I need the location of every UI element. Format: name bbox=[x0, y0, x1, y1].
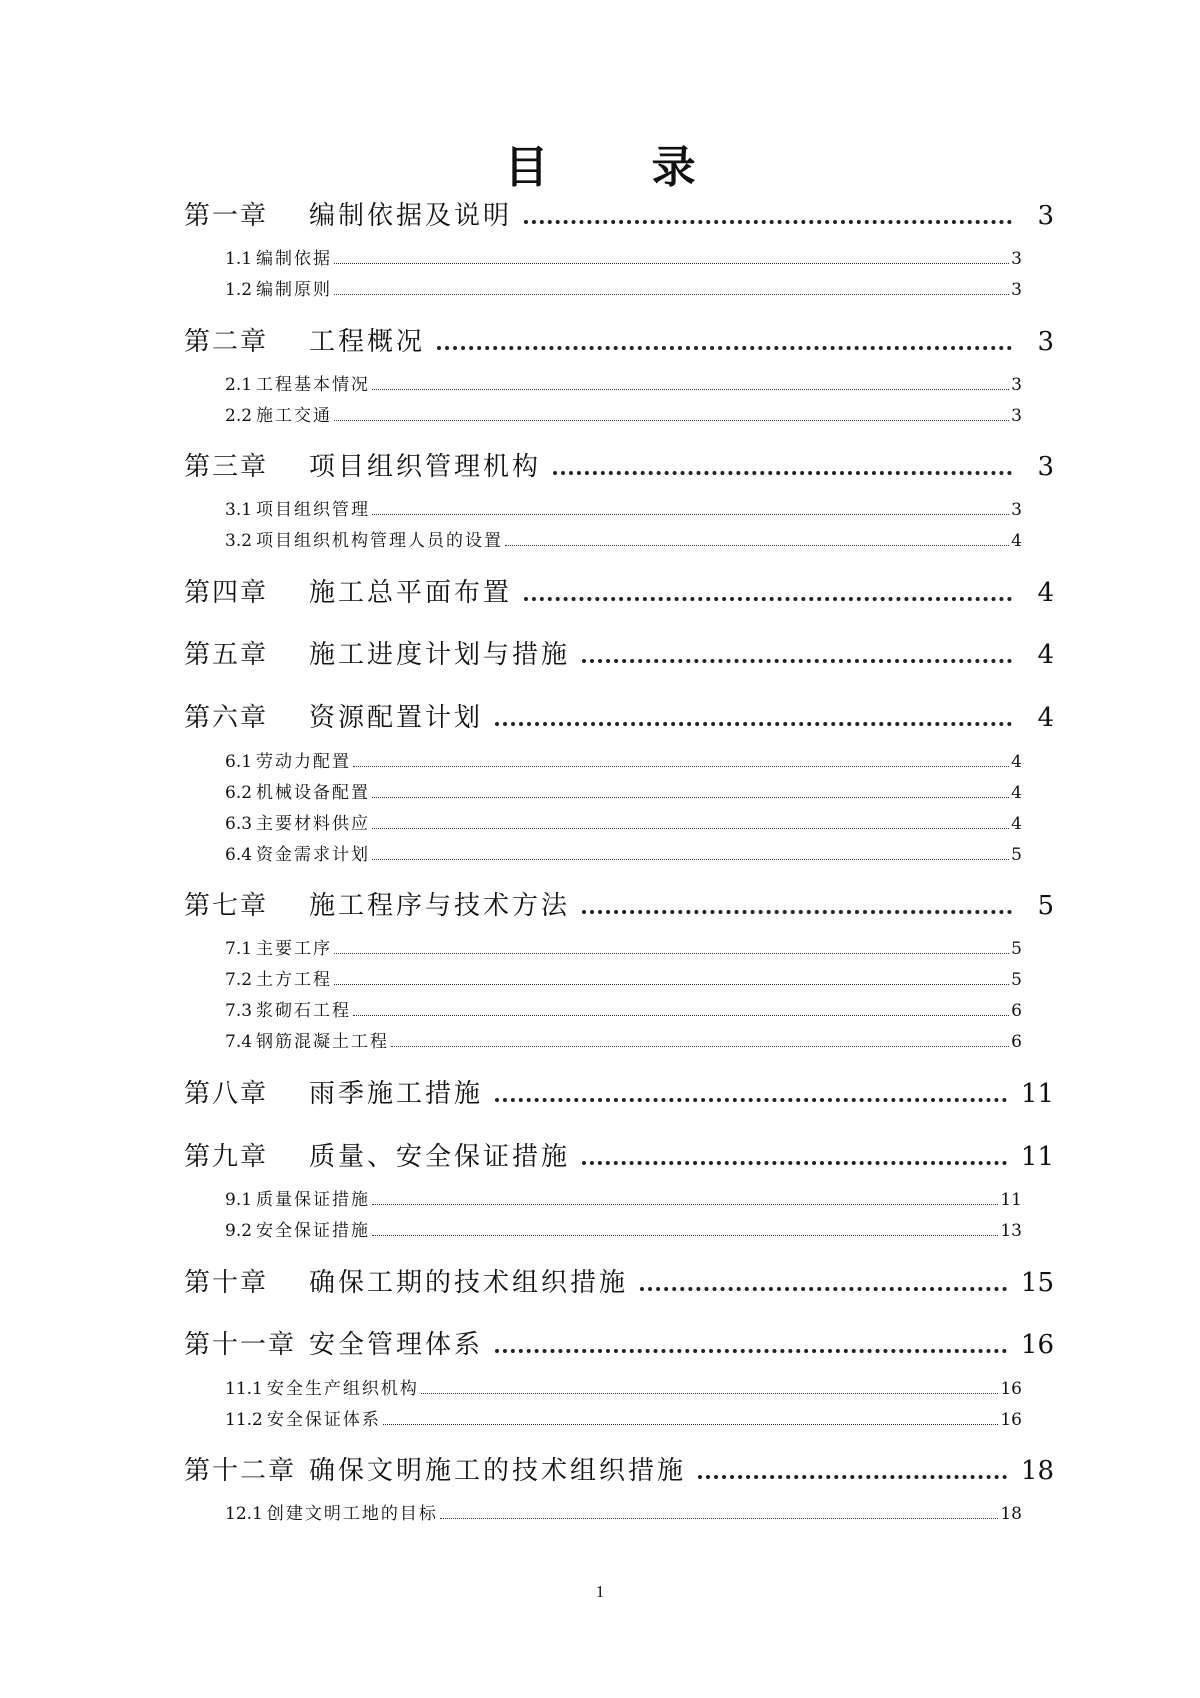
page-reference: 5 bbox=[1011, 939, 1022, 959]
page-reference: 4 bbox=[1037, 578, 1054, 608]
section-number: 6.1 bbox=[225, 752, 253, 772]
toc-section-entry[interactable] bbox=[225, 1218, 1022, 1244]
dot-leader bbox=[334, 286, 1009, 296]
dot-leader bbox=[421, 1385, 999, 1395]
section-number: 2.2 bbox=[225, 406, 253, 426]
toc-section-entry[interactable] bbox=[225, 1187, 1022, 1213]
section-number: 7.2 bbox=[225, 970, 253, 990]
dot-leader bbox=[553, 459, 1012, 475]
toc-section-entry[interactable] bbox=[225, 967, 1022, 993]
dot-leader bbox=[334, 255, 1009, 265]
page-reference: 6 bbox=[1011, 1001, 1022, 1021]
dot-leader bbox=[383, 1416, 999, 1426]
toc-chapter-entry[interactable] bbox=[184, 196, 1054, 236]
page-reference: 3 bbox=[1011, 280, 1022, 300]
section-number: 2.1 bbox=[225, 375, 253, 395]
dot-leader bbox=[372, 381, 1009, 391]
toc-section-entry[interactable] bbox=[225, 811, 1022, 837]
dot-leader bbox=[524, 208, 1012, 224]
dot-leader bbox=[495, 1337, 1007, 1353]
section-title: 土方工程 bbox=[256, 970, 333, 990]
section-title: 安全生产组织机构 bbox=[266, 1379, 419, 1399]
chapter-title: 施工进度计划与措施 bbox=[309, 640, 571, 670]
page-reference: 3 bbox=[1011, 500, 1022, 520]
section-number: 9.2 bbox=[225, 1221, 253, 1241]
page-reference: 5 bbox=[1037, 891, 1054, 921]
section-title: 钢筋混凝土工程 bbox=[256, 1032, 390, 1052]
page-reference: 15 bbox=[1020, 1268, 1054, 1298]
page-reference: 5 bbox=[1011, 845, 1022, 865]
page-reference: 3 bbox=[1011, 375, 1022, 395]
chapter-number: 第一章 bbox=[184, 201, 269, 231]
page-reference: 5 bbox=[1011, 970, 1022, 990]
chapter-number: 第三章 bbox=[184, 452, 269, 482]
chapter-number: 第十章 bbox=[184, 1268, 269, 1298]
dot-leader bbox=[372, 1227, 998, 1237]
dot-leader bbox=[437, 334, 1012, 350]
section-title: 编制依据 bbox=[256, 249, 333, 269]
page-reference: 6 bbox=[1011, 1032, 1022, 1052]
dot-leader bbox=[582, 647, 1012, 663]
section-title: 安全保证措施 bbox=[256, 1221, 371, 1241]
chapter-title: 雨季施工措施 bbox=[309, 1079, 484, 1109]
section-title: 浆砌石工程 bbox=[256, 1001, 352, 1021]
dot-leader bbox=[582, 898, 1012, 914]
toc-section-entry[interactable] bbox=[225, 1376, 1022, 1402]
section-title: 机械设备配置 bbox=[256, 783, 371, 803]
page-reference: 4 bbox=[1011, 814, 1022, 834]
dot-leader bbox=[440, 1510, 999, 1520]
section-title: 主要材料供应 bbox=[256, 814, 371, 834]
dot-leader bbox=[582, 1149, 1007, 1165]
chapter-title: 施工程序与技术方法 bbox=[309, 891, 571, 921]
section-number: 12.1 bbox=[225, 1504, 263, 1524]
section-title: 工程基本情况 bbox=[256, 375, 371, 395]
page-reference: 4 bbox=[1011, 531, 1022, 551]
chapter-number: 第六章 bbox=[184, 703, 269, 733]
toc-chapter-entry[interactable] bbox=[184, 573, 1054, 613]
toc-section-entry[interactable] bbox=[225, 749, 1022, 775]
page-reference: 4 bbox=[1011, 752, 1022, 772]
page-reference: 11 bbox=[1020, 1142, 1054, 1172]
toc-chapter-entry[interactable] bbox=[184, 1451, 1054, 1491]
section-title: 安全保证体系 bbox=[266, 1410, 381, 1430]
chapter-title: 工程概况 bbox=[309, 327, 426, 357]
section-number: 6.3 bbox=[225, 814, 253, 834]
page-reference: 18 bbox=[1000, 1504, 1022, 1524]
page-reference: 4 bbox=[1037, 703, 1054, 733]
chapter-number: 第八章 bbox=[184, 1079, 269, 1109]
chapter-title: 确保工期的技术组织措施 bbox=[309, 1268, 629, 1298]
chapter-number: 第十一章 bbox=[184, 1330, 297, 1360]
toc-section-entry[interactable] bbox=[225, 842, 1022, 868]
dot-leader bbox=[334, 976, 1009, 986]
page-number: 1 bbox=[595, 1582, 605, 1601]
dot-leader bbox=[353, 1007, 1009, 1017]
toc-chapter-entry[interactable] bbox=[184, 1325, 1054, 1365]
dot-leader bbox=[495, 710, 1012, 726]
section-number: 1.2 bbox=[225, 280, 253, 300]
dot-leader bbox=[372, 820, 1009, 830]
dot-leader bbox=[372, 506, 1009, 516]
dot-leader bbox=[505, 537, 1009, 547]
section-number: 11.2 bbox=[225, 1410, 263, 1430]
page-reference: 3 bbox=[1011, 249, 1022, 269]
toc-section-entry[interactable] bbox=[225, 372, 1022, 398]
page-reference: 16 bbox=[1000, 1410, 1022, 1430]
section-title: 创建文明工地的目标 bbox=[266, 1504, 438, 1524]
toc-section-entry[interactable] bbox=[225, 403, 1022, 429]
chapter-number: 第七章 bbox=[184, 891, 269, 921]
page-reference: 16 bbox=[1000, 1379, 1022, 1399]
toc-chapter-entry[interactable] bbox=[184, 886, 1054, 926]
section-number: 7.3 bbox=[225, 1001, 253, 1021]
page-reference: 13 bbox=[1000, 1221, 1022, 1241]
dot-leader bbox=[524, 585, 1012, 601]
page-reference: 11 bbox=[1000, 1190, 1022, 1210]
dot-leader bbox=[495, 1086, 1007, 1102]
toc-chapter-entry[interactable] bbox=[184, 698, 1054, 738]
page-reference: 4 bbox=[1037, 640, 1054, 670]
toc-title: 目 录 bbox=[504, 142, 740, 193]
page-reference: 3 bbox=[1037, 327, 1054, 357]
page-reference: 3 bbox=[1011, 406, 1022, 426]
chapter-title: 安全管理体系 bbox=[309, 1330, 484, 1360]
page-reference: 16 bbox=[1020, 1330, 1054, 1360]
section-title: 项目组织机构管理人员的设置 bbox=[256, 531, 504, 551]
section-number: 6.4 bbox=[225, 845, 253, 865]
chapter-number: 第二章 bbox=[184, 327, 269, 357]
section-title: 项目组织管理 bbox=[256, 500, 371, 520]
toc-chapter-entry[interactable] bbox=[184, 635, 1054, 675]
toc-section-entry[interactable] bbox=[225, 497, 1022, 523]
dot-leader bbox=[698, 1463, 1007, 1479]
toc-section-entry[interactable] bbox=[225, 1029, 1022, 1055]
toc-chapter-entry[interactable] bbox=[184, 447, 1054, 487]
toc-section-entry[interactable] bbox=[225, 1501, 1022, 1527]
toc-section-entry[interactable] bbox=[225, 277, 1022, 303]
section-title: 编制原则 bbox=[256, 280, 333, 300]
page-reference: 3 bbox=[1037, 201, 1054, 231]
section-number: 3.1 bbox=[225, 500, 253, 520]
section-number: 7.1 bbox=[225, 939, 253, 959]
toc-chapter-entry[interactable] bbox=[184, 1137, 1054, 1177]
page-reference: 3 bbox=[1037, 452, 1054, 482]
chapter-title: 项目组织管理机构 bbox=[309, 452, 542, 482]
chapter-number: 第四章 bbox=[184, 578, 269, 608]
dot-leader bbox=[372, 1196, 998, 1206]
section-title: 质量保证措施 bbox=[256, 1190, 371, 1210]
page-reference: 18 bbox=[1020, 1456, 1054, 1486]
chapter-number: 第九章 bbox=[184, 1142, 269, 1172]
chapter-title: 资源配置计划 bbox=[309, 703, 484, 733]
toc-chapter-entry[interactable] bbox=[184, 1074, 1054, 1114]
chapter-title: 质量、安全保证措施 bbox=[309, 1142, 571, 1172]
section-number: 1.1 bbox=[225, 249, 253, 269]
dot-leader bbox=[353, 758, 1009, 768]
section-number: 7.4 bbox=[225, 1032, 253, 1052]
chapter-number: 第五章 bbox=[184, 640, 269, 670]
section-number: 11.1 bbox=[225, 1379, 263, 1399]
dot-leader bbox=[372, 851, 1009, 861]
page-reference: 4 bbox=[1011, 783, 1022, 803]
chapter-title: 确保文明施工的技术组织措施 bbox=[309, 1456, 687, 1486]
dot-leader bbox=[391, 1038, 1009, 1048]
toc-section-entry[interactable] bbox=[225, 528, 1022, 554]
section-number: 6.2 bbox=[225, 783, 253, 803]
dot-leader bbox=[372, 789, 1009, 799]
toc-section-entry[interactable] bbox=[225, 1407, 1022, 1433]
toc-chapter-entry[interactable] bbox=[184, 1263, 1054, 1303]
page-reference: 11 bbox=[1020, 1079, 1054, 1109]
toc-section-entry[interactable] bbox=[225, 936, 1022, 962]
dot-leader bbox=[334, 945, 1009, 955]
section-title: 主要工序 bbox=[256, 939, 333, 959]
section-number: 9.1 bbox=[225, 1190, 253, 1210]
section-title: 施工交通 bbox=[256, 406, 333, 426]
chapter-title: 编制依据及说明 bbox=[309, 201, 513, 231]
toc-section-entry[interactable] bbox=[225, 998, 1022, 1024]
toc-chapter-entry[interactable] bbox=[184, 322, 1054, 362]
toc-section-entry[interactable] bbox=[225, 246, 1022, 272]
section-title: 劳动力配置 bbox=[256, 752, 352, 772]
dot-leader bbox=[334, 412, 1009, 422]
chapter-number: 第十二章 bbox=[184, 1456, 297, 1486]
toc-section-entry[interactable] bbox=[225, 780, 1022, 806]
section-title: 资金需求计划 bbox=[256, 845, 371, 865]
chapter-title: 施工总平面布置 bbox=[309, 578, 513, 608]
dot-leader bbox=[640, 1275, 1007, 1291]
section-number: 3.2 bbox=[225, 531, 253, 551]
